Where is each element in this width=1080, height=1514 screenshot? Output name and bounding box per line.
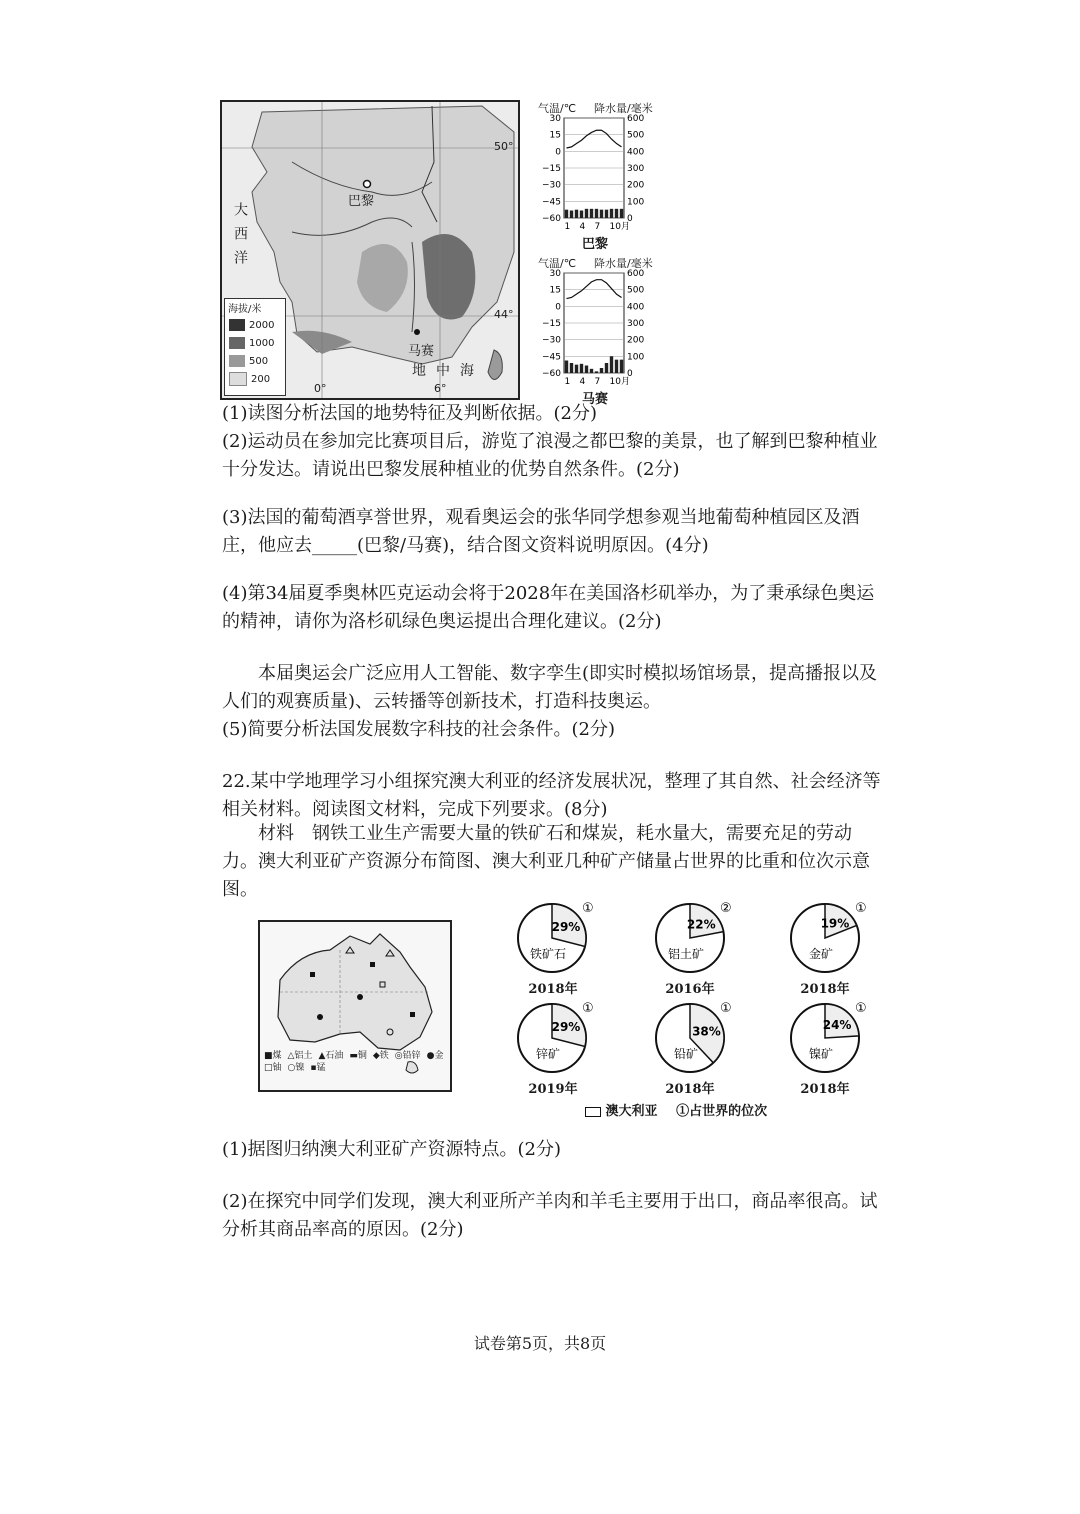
precip-tick: 300 — [627, 319, 645, 329]
temp-tick: −45 — [542, 352, 561, 363]
month-tick: 4 — [579, 222, 586, 232]
q21-4: (4)第34届夏季奥林匹克运动会将于2028年在美国洛杉矶举办，为了秉承绿色奥运的精神，请你为洛杉矶绿色奥运提出合理化建议。(2分) — [222, 583, 875, 632]
precip-bar — [620, 360, 623, 373]
france-map — [220, 100, 520, 400]
precip-tick: 100 — [627, 197, 645, 208]
pie-percent-label: 19% — [820, 916, 850, 931]
q21-5: (5)简要分析法国发展数字科技的社会条件。(2分) — [222, 719, 615, 740]
legend-row — [225, 334, 285, 352]
precip-tick: 200 — [627, 335, 645, 346]
lat-50-label: 50° — [494, 140, 514, 153]
month-tick: 1 — [564, 222, 571, 232]
pie-rank: ① — [582, 1001, 594, 1016]
temp-axis-label: 气温/℃ — [538, 102, 577, 115]
pie-mineral-name: 铅矿 — [673, 1047, 699, 1061]
precip-tick: 300 — [627, 164, 645, 174]
month-tick: 4 — [579, 377, 586, 387]
temp-tick: −30 — [542, 180, 561, 191]
pie-legend-rank: ①占世界的位次 — [676, 1104, 768, 1119]
climate-svg — [532, 100, 672, 250]
climate-svg — [532, 255, 672, 405]
legend-title: 海拔/米 — [228, 304, 262, 315]
legend-row — [225, 352, 285, 370]
climate-chart-marseille — [532, 255, 672, 405]
temp-tick: −45 — [542, 197, 561, 208]
precip-bar — [600, 368, 603, 373]
pie-year: 2018年 — [665, 1082, 715, 1097]
precip-bar — [590, 209, 593, 218]
q22-intro: 22.某中学地理学习小组探究澳大利亚的经济发展状况，整理了其自然、社会经济等相关材料。阅读图文材料，完成下列要求。(8分) — [222, 771, 881, 820]
q21-3: (3)法国的葡萄酒享誉世界，观看奥运会的张华同学想参观当地葡萄种植园区及酒庄，他应去_____(巴黎/马赛)，结合图文资料说明原因。(4分) — [222, 507, 860, 556]
precip-bar — [585, 209, 588, 218]
elevation-legend — [224, 298, 286, 396]
pie-mineral-name: 锌矿 — [535, 1047, 561, 1061]
temp-tick: 15 — [549, 130, 561, 141]
pie-legend-australia: 澳大利亚 — [605, 1104, 658, 1119]
lon-0-label: 0° — [314, 382, 327, 395]
precip-bar — [610, 209, 613, 218]
pie-year: 2019年 — [528, 1082, 578, 1097]
australia-legend — [264, 1050, 446, 1074]
temp-tick: −30 — [542, 335, 561, 346]
month-tick: 10月 — [609, 377, 630, 387]
temp-tick: 0 — [555, 147, 561, 158]
q22-material: 材料 钢铁工业生产需要大量的铁矿石和煤炭，耗水量大，需要充足的劳动力。澳大利亚矿产资源分布简图、澳大利亚几种矿产储量占世界的比重和位次示意图。 — [222, 823, 870, 900]
legend-item: ○镍 — [287, 1063, 305, 1073]
temp-tick: −15 — [542, 319, 561, 329]
precip-tick: 400 — [627, 147, 645, 158]
precip-tick: 500 — [627, 285, 645, 296]
australia-map — [258, 920, 452, 1092]
temp-line — [567, 280, 622, 299]
city-label: 巴黎 — [582, 237, 609, 252]
legend-item: ▪锰 — [310, 1063, 326, 1073]
precip-bar — [575, 365, 578, 373]
pie-year: 2018年 — [528, 982, 578, 997]
precip-bar — [595, 209, 598, 218]
legend-item: ●金 — [426, 1051, 444, 1061]
temp-tick: −60 — [542, 369, 561, 379]
temp-line — [567, 130, 622, 148]
pie-legend — [585, 1100, 767, 1119]
pie-percent-label: 24% — [822, 1018, 852, 1033]
temp-axis-label: 气温/℃ — [538, 257, 577, 270]
precip-bar — [605, 210, 608, 218]
pie-percent-label: 22% — [686, 917, 716, 932]
q21-1: (1)读图分析法国的地势特征及判断依据。(2分) — [222, 403, 597, 424]
pie-mineral-name: 金矿 — [808, 947, 834, 961]
legend-item: ◆铁 — [372, 1051, 389, 1061]
legend-value: 1000 — [249, 337, 275, 349]
pie-percent-label: 29% — [551, 1020, 581, 1035]
mediterranean-label: 地中海 — [412, 363, 484, 379]
precip-tick: 600 — [627, 269, 645, 279]
precip-bar — [595, 371, 598, 373]
pie-year: 2018年 — [800, 982, 850, 997]
precip-bar — [615, 209, 618, 218]
precip-bar — [580, 364, 583, 373]
lon-6-label: 6° — [434, 382, 447, 395]
precip-bar — [590, 369, 593, 373]
pie-percent-label: 29% — [551, 920, 581, 935]
pies-svg — [500, 900, 890, 1100]
pie-rank: ① — [855, 1001, 867, 1016]
precip-bar — [570, 363, 573, 373]
precip-tick: 200 — [627, 180, 645, 191]
month-tick: 7 — [594, 377, 601, 387]
temp-tick: −60 — [542, 214, 561, 224]
pie-chart-grid — [500, 900, 890, 1100]
precip-bar — [570, 211, 573, 219]
precip-bar — [610, 356, 613, 373]
precip-bar — [615, 360, 618, 373]
q22-2: (2)在探究中同学们发现，澳大利亚所产羊肉和羊毛主要用于出口，商品率很高。试分析其商品率高的原因。(2分) — [222, 1191, 878, 1240]
precip-tick: 0 — [627, 214, 633, 224]
climate-chart-paris — [532, 100, 672, 250]
legend-item: ▲石油 — [318, 1051, 344, 1061]
legend-item: ▬铜 — [349, 1051, 367, 1061]
legend-value: 200 — [251, 373, 271, 385]
precip-bar — [620, 209, 623, 218]
lat-44-label: 44° — [494, 308, 514, 321]
temp-tick: 30 — [549, 269, 561, 279]
legend-item: □铀 — [264, 1063, 282, 1073]
precip-axis-label: 降水量/毫米 — [594, 102, 653, 115]
atlantic-label: 大西洋 — [232, 202, 248, 274]
precip-tick: 100 — [627, 352, 645, 363]
pie-mineral-name: 铁矿石 — [529, 947, 567, 961]
pie-rank: ② — [720, 901, 732, 916]
pie-mineral-name: 铝土矿 — [667, 947, 705, 961]
pie-year: 2016年 — [665, 982, 715, 997]
paris-label: 巴黎 — [348, 194, 375, 209]
legend-item: ◎铅锌 — [394, 1051, 421, 1061]
precip-bar — [605, 363, 608, 373]
temp-tick: 30 — [549, 114, 561, 124]
legend-row — [225, 370, 285, 388]
pie-legend-swatch — [585, 1107, 601, 1117]
precip-axis-label: 降水量/毫米 — [594, 257, 653, 270]
pie-percent-label: 38% — [692, 1024, 721, 1039]
precip-tick: 500 — [627, 130, 645, 141]
legend-value: 2000 — [249, 319, 275, 331]
precip-bar — [580, 211, 583, 219]
month-tick: 7 — [594, 222, 601, 232]
precip-bar — [565, 361, 568, 374]
marseille-label: 马赛 — [408, 344, 435, 359]
legend-row — [225, 316, 285, 334]
pie-rank: ① — [855, 901, 867, 916]
pie-year: 2018年 — [800, 1082, 850, 1097]
pie-rank: ① — [720, 1001, 732, 1016]
page-footer: 试卷第5页，共8页 — [473, 1334, 607, 1353]
legend-item: △铝土 — [287, 1051, 313, 1061]
legend-value: 500 — [249, 355, 269, 367]
pie-mineral-name: 镍矿 — [808, 1047, 834, 1061]
precip-tick: 400 — [627, 302, 645, 313]
precip-bar — [585, 366, 588, 374]
month-tick: 1 — [564, 377, 571, 387]
temp-tick: 15 — [549, 285, 561, 296]
legend-item: ■煤 — [264, 1051, 282, 1061]
precip-tick: 600 — [627, 114, 645, 124]
q21-2: (2)运动员在参加完比赛项目后，游览了浪漫之都巴黎的美景，也了解到巴黎种植业十分发达。请说出巴黎发展种植业的优势自然条件。(2分) — [222, 431, 878, 480]
precip-bar — [575, 210, 578, 218]
month-tick: 10月 — [609, 222, 630, 232]
precip-bar — [565, 210, 568, 218]
pie-rank: ① — [582, 901, 594, 916]
precip-bar — [600, 210, 603, 218]
precip-tick: 0 — [627, 369, 633, 379]
q22-1: (1)据图归纳澳大利亚矿产资源特点。(2分) — [222, 1139, 561, 1160]
temp-tick: −15 — [542, 164, 561, 174]
city-label: 马赛 — [582, 392, 609, 407]
temp-tick: 0 — [555, 302, 561, 313]
q21-material: 本届奥运会广泛应用人工智能、数字孪生(即实时模拟场馆场景，提高播报以及人们的观赛质量)、云转播等创新技术，打造科技奥运。 — [222, 663, 878, 712]
